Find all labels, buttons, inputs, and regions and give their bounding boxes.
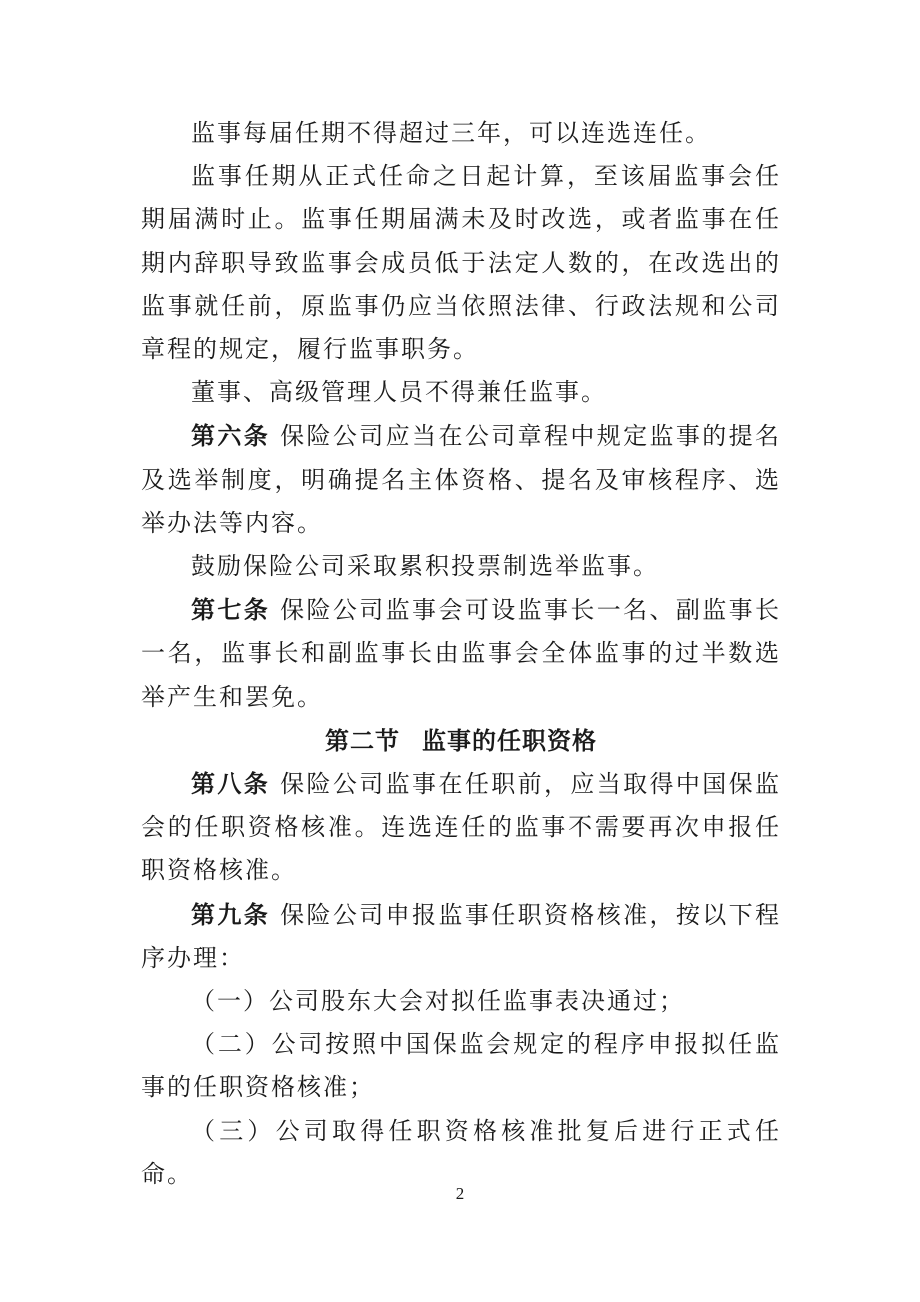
- article-number: 第七条: [191, 595, 271, 625]
- section-number: 第二节: [325, 725, 400, 755]
- article-8: 第八条 保险公司监事在任职前，应当取得中国保监会的任职资格核准。连选连任的监事不需要再次申报任职资格核准。: [141, 769, 782, 885]
- procedure-item-1: （一）公司股东大会对拟任监事表决通过；: [191, 987, 685, 1016]
- paragraph-term-limit: 监事每届任期不得超过三年，可以连选连任。: [191, 119, 711, 147]
- article-number: 第六条: [191, 421, 271, 451]
- paragraph-cumulative-voting: 鼓励保险公司采取累积投票制选举监事。: [191, 552, 659, 581]
- paragraph-term-calculation: 监事任期从正式任命之日起计算，至该届监事会任期届满时止。监事任期届满未及时改选，或者监事在任期内辞职导致监事会成员低于法定人数的，在改选出的监事就任前，原监事仍应当依照法律、行政法规和公司章程的规定，履行监事职务。: [141, 162, 781, 364]
- procedure-item-2: （二）公司按照中国保监会规定的程序申报拟任监事的任职资格核准；: [141, 1030, 781, 1102]
- page-number: 2: [455, 1184, 465, 1203]
- section-heading: [141, 719, 781, 762]
- page-body: [141, 112, 781, 1196]
- paragraph-no-concurrent: 董事、高级管理人员不得兼任监事。: [191, 378, 607, 407]
- article-7: 第七条 保险公司监事会可设监事长一名、副监事长一名，监事长和副监事长由监事会全体监事的过半数选举产生和罢免。: [141, 595, 782, 711]
- article-9: 第九条 保险公司申报监事任职资格核准，按以下程序办理：: [141, 899, 782, 972]
- article-number: 第八条: [191, 769, 271, 799]
- article-number: 第九条: [191, 899, 271, 929]
- procedure-item-3: （三）公司取得任职资格核准批复后进行正式任命。: [141, 1116, 781, 1188]
- article-6: 第六条 保险公司应当在公司章程中规定监事的提名及选举制度，明确提名主体资格、提名及审核程序、选举办法等内容。: [141, 421, 782, 537]
- section-title: 监事的任职资格: [422, 725, 597, 755]
